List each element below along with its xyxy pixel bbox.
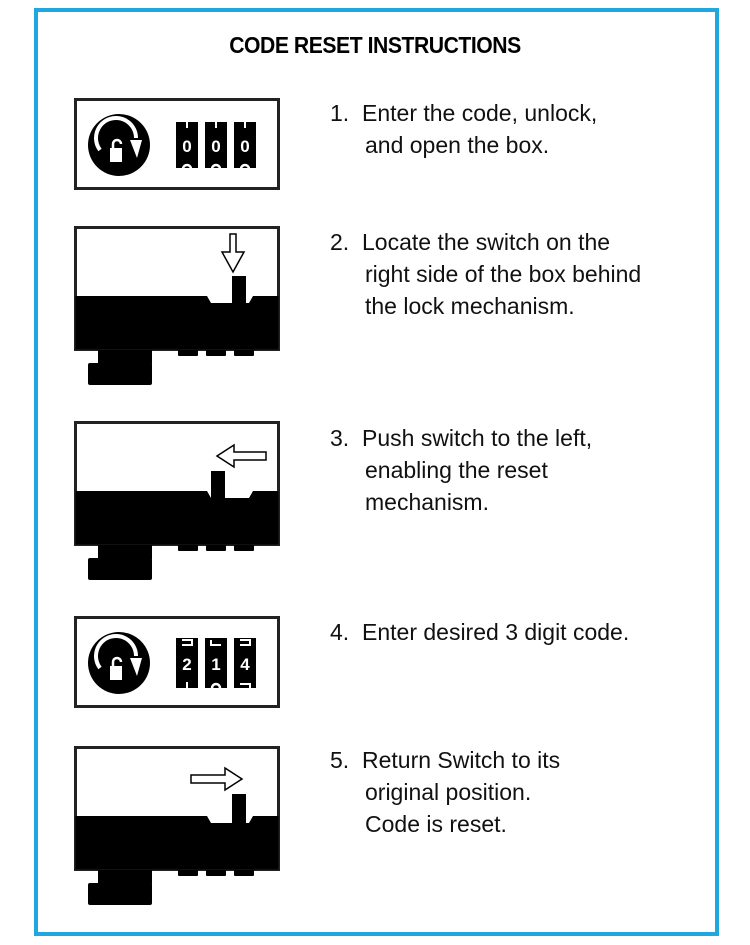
step-number: 2. bbox=[330, 229, 350, 255]
svg-text:2: 2 bbox=[182, 655, 192, 674]
svg-text:4: 4 bbox=[240, 655, 250, 674]
page-title: CODE RESET INSTRUCTIONS bbox=[229, 32, 521, 58]
step-3-illustration bbox=[74, 421, 280, 581]
svg-text:0: 0 bbox=[211, 137, 221, 156]
switch-icon bbox=[232, 276, 246, 304]
svg-text:1: 1 bbox=[211, 655, 221, 674]
svg-text:0: 0 bbox=[240, 137, 250, 156]
combination-wheels-icon bbox=[176, 122, 256, 173]
step-number: 5. bbox=[330, 747, 350, 773]
step-1-text: 1. Enter the code, unlock, and open the box. bbox=[330, 97, 597, 161]
switch-icon bbox=[232, 794, 246, 824]
step-number: 4. bbox=[330, 619, 350, 645]
step-2-text: 2. Locate the switch on the right side of the box behind the lock mechanism. bbox=[330, 226, 641, 322]
step-5-text: 5. Return Switch to its original position. Code is reset. bbox=[330, 744, 560, 840]
switch-icon bbox=[211, 471, 225, 499]
step-number: 3. bbox=[330, 425, 350, 451]
step-1-illustration bbox=[74, 98, 280, 190]
step-2-illustration bbox=[74, 226, 280, 386]
unlock-dial-icon bbox=[88, 114, 150, 176]
step-3-text: 3. Push switch to the left, enabling the reset mechanism. bbox=[330, 422, 592, 518]
unlock-dial-icon bbox=[88, 632, 150, 694]
step-4-text: 4. Enter desired 3 digit code. bbox=[330, 616, 629, 648]
step-number: 1. bbox=[330, 100, 350, 126]
step-5-illustration bbox=[74, 746, 280, 906]
step-4-illustration bbox=[74, 616, 280, 708]
combination-wheels-icon bbox=[176, 638, 256, 692]
svg-text:0: 0 bbox=[182, 137, 192, 156]
